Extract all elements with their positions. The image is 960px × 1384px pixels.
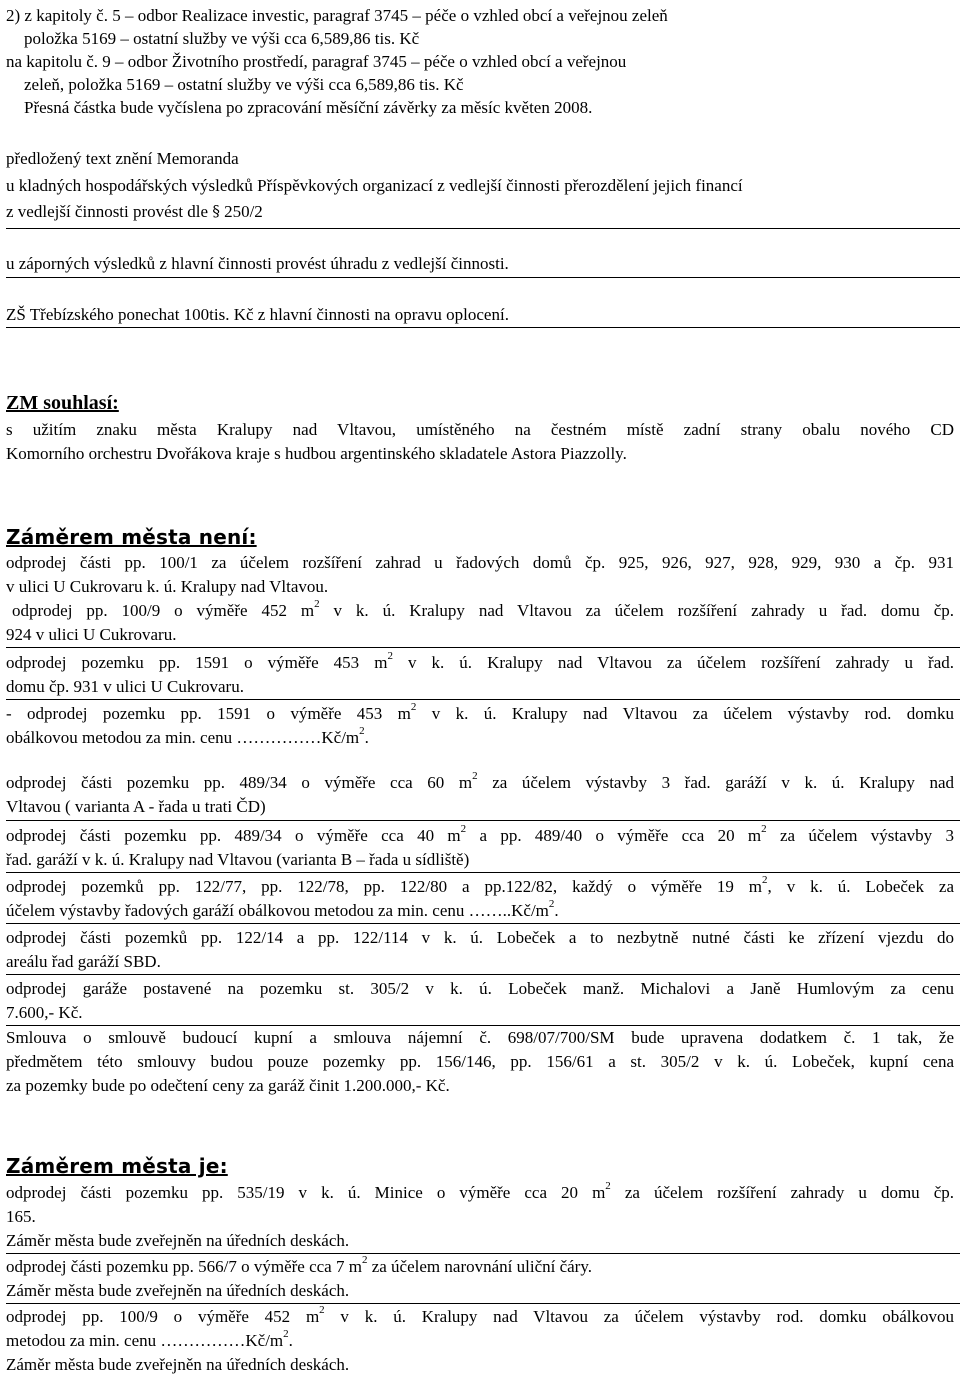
text-fragment: z vedlejší činnosti provést dle: [6, 202, 213, 221]
text-line: za pozemky bude po odečtení ceny za garáž činit 1.200.000,- Kč.: [6, 1076, 450, 1095]
text-line: odprodej garáže postavené na pozemku st. 305/2 v k. ú. Lobeček manž. Michalovi a Janě Humlovým za cenu: [6, 979, 954, 998]
text-line: položka 5169 – ostatní služby ve výši cca 6,589,86 tis. Kč: [24, 29, 420, 48]
text-fragment: v k. ú. Kralupy nad Vltavou za účelem rozšíření zahrady u řad. domu čp.: [319, 601, 954, 620]
text-line: na kapitolu č. 9 – odbor Životního prostředí, paragraf 3745 – péče o vzhled obcí a veřejnou: [6, 52, 627, 71]
superscript: 2: [548, 898, 555, 911]
text-fragment: - odprodej pozemku pp. 1591 o výměře 453 m: [6, 704, 411, 723]
divider: [6, 974, 960, 975]
text-line: předmětem této smlouvy budou pouze pozemky pp. 156/146, pp. 156/61 a st. 305/2 v k. ú. Lobeček, kupní cena: [6, 1052, 954, 1071]
divider: [6, 327, 960, 328]
superscript: 2: [472, 770, 478, 783]
text-line: [6, 1255, 954, 1279]
text-line: Záměr města bude zveřejněn na úředních deskách.: [6, 1355, 350, 1374]
text-line: [6, 771, 954, 795]
memo-title: předložený text znění Memoranda: [6, 149, 239, 168]
superscript: 2: [460, 823, 467, 836]
text-line: u záporných výsledků z hlavní činnosti provést úhradu z vedlejší činnosti.: [6, 254, 509, 273]
text-line: 924 v ulici U Cukrovaru.: [6, 625, 177, 644]
text-fragment: v k. ú. Kralupy nad Vltavou za účelem výstavby rod. domku: [416, 704, 954, 723]
text-fragment: odprodej pozemku pp. 1591 o výměře 453 m: [6, 653, 388, 672]
divider: [6, 228, 960, 229]
text-line: [6, 702, 954, 726]
text-fragment: v k. ú. Kralupy nad Vltavou za účelem rozšíření zahrady u řad.: [392, 653, 954, 672]
text-line: [6, 651, 954, 675]
text-line: Komorního orchestru Dvořákova kraje s hudbou argentinského skladatele Astora Piazzolly.: [6, 444, 627, 463]
text-line: [6, 726, 954, 750]
text-fragment: .: [364, 728, 369, 747]
text-line: [6, 824, 954, 848]
text-line: Záměr města bude zveřejněn na úředních deskách.: [6, 1281, 350, 1300]
superscript: 2: [410, 701, 417, 714]
section-heading: Záměrem města je:: [6, 1154, 228, 1178]
text-fragment: a pp. 489/40 o výměře cca 20 m: [466, 826, 762, 845]
text-line: s užitím znaku města Kralupy nad Vltavou, umístěného na čestném místě zadní strany obalu nového CD: [6, 420, 954, 439]
section-heading: Záměrem města není:: [6, 525, 257, 549]
text-fragment: za účelem výstavby 3: [766, 826, 954, 845]
divider: [6, 872, 960, 873]
text-fragment: metodou za min. cenu ……………Kč/m: [6, 1331, 284, 1350]
divider: [6, 277, 960, 278]
text-line: 165.: [6, 1207, 36, 1226]
divider: [6, 923, 960, 924]
text-line: domu čp. 931 v ulici U Cukrovaru.: [6, 677, 244, 696]
text-fragment: odprodej části pozemku pp. 566/7 o výměře cca 7 m: [6, 1257, 362, 1276]
superscript: 2: [283, 1328, 289, 1341]
section-sign: §: [212, 202, 220, 220]
text-line: [6, 200, 954, 224]
superscript: 2: [761, 823, 767, 836]
text-line: odprodej části pozemků pp. 122/14 a pp. 122/114 v k. ú. Lobeček a to nezbytně nutné části ke zřízení vjezdu do: [6, 928, 954, 947]
text-line: u kladných hospodářských výsledků Příspěvkových organizací z vedlejší činnosti přerozdělení jejich financí: [6, 176, 743, 195]
text-fragment: obálkovou metodou za min. cenu ……………Kč/m: [6, 728, 360, 747]
superscript: 2: [762, 874, 768, 887]
text-fragment: za účelem narovnání uliční čáry.: [367, 1257, 592, 1276]
text-fragment: odprodej části pozemku pp. 535/19 v k. ú. Minice o výměře cca 20 m: [6, 1183, 606, 1202]
text-line: ZŠ Třebízského ponechat 100tis. Kč z hlavní činnosti na opravu oplocení.: [6, 305, 509, 324]
superscript: 2: [359, 725, 365, 738]
text-line: [6, 1329, 954, 1353]
text-fragment: v k. ú. Kralupy nad Vltavou za účelem výstavby rod. domku obálkovou: [324, 1307, 954, 1326]
text-line: 7.600,- Kč.: [6, 1003, 83, 1022]
text-fragment: za účelem výstavby 3 řad. garáží v k. ú. Kralupy nad: [477, 773, 954, 792]
text-line: Vltavou ( varianta A - řada u trati ČD): [6, 797, 266, 816]
divider: [6, 1253, 960, 1254]
text-fragment: účelem výstavby řadových garáží obálkovou metodou za min. cenu ……..Kč/m: [6, 901, 549, 920]
divider: [6, 820, 960, 821]
text-line: Smlouva o smlouvě budoucí kupní a smlouva nájemní č. 698/07/700/SM bude upravena dodatkem č. 1 tak, že: [6, 1028, 954, 1047]
text-line: odprodej části pp. 100/1 za účelem rozšíření zahrad u řadových domů čp. 925, 926, 927, 928, 929, 930 a čp. 931: [6, 553, 954, 572]
text-fragment: odprodej pp. 100/9 o výměře 452 m: [12, 601, 315, 620]
section-heading: ZM souhlasí:: [6, 392, 119, 414]
text-fragment: .: [554, 901, 559, 920]
divider: [6, 699, 960, 700]
text-line: areálu řad garáží SBD.: [6, 952, 161, 971]
text-fragment: odprodej pp. 100/9 o výměře 452 m: [6, 1307, 320, 1326]
divider: [6, 1303, 960, 1304]
text-line: řad. garáží v k. ú. Kralupy nad Vltavou (varianta B – řada u sídliště): [6, 850, 470, 869]
text-line: [6, 1305, 954, 1329]
text-line: [12, 599, 954, 623]
text-fragment: .: [288, 1331, 293, 1350]
text-line: 2) z kapitoly č. 5 – odbor Realizace investic, paragraf 3745 – péče o vzhled obcí a veřejnou zeleň: [6, 6, 668, 25]
text-line: zeleň, položka 5169 – ostatní služby ve výši cca 6,589,86 tis. Kč: [24, 75, 464, 94]
text-fragment: , v k. ú. Lobeček za: [767, 877, 954, 896]
superscript: 2: [319, 1304, 325, 1317]
divider: [6, 647, 960, 648]
text-line: v ulici U Cukrovaru k. ú. Kralupy nad Vltavou.: [6, 577, 329, 596]
superscript: 2: [605, 1180, 611, 1193]
text-fragment: 250/2: [219, 202, 263, 221]
superscript: 2: [387, 650, 393, 663]
superscript: 2: [314, 598, 320, 611]
text-line: [6, 1181, 954, 1205]
text-line: [6, 899, 954, 923]
text-fragment: odprodej pozemků pp. 122/77, pp. 122/78, pp. 122/80 a pp.122/82, každý o výměře 19 m: [6, 877, 763, 896]
text-line: [6, 875, 954, 899]
text-fragment: odprodej části pozemku pp. 489/34 o výměře cca 40 m: [6, 826, 461, 845]
superscript: 2: [361, 1254, 368, 1267]
text-fragment: za účelem rozšíření zahrady u domu čp.: [610, 1183, 954, 1202]
text-fragment: odprodej části pozemku pp. 489/34 o výměře cca 60 m: [6, 773, 473, 792]
text-line: Přesná částka bude vyčíslena po zpracování měsíční závěrky za měsíc květen 2008.: [24, 98, 593, 117]
text-line: Záměr města bude zveřejněn na úředních deskách.: [6, 1231, 350, 1250]
